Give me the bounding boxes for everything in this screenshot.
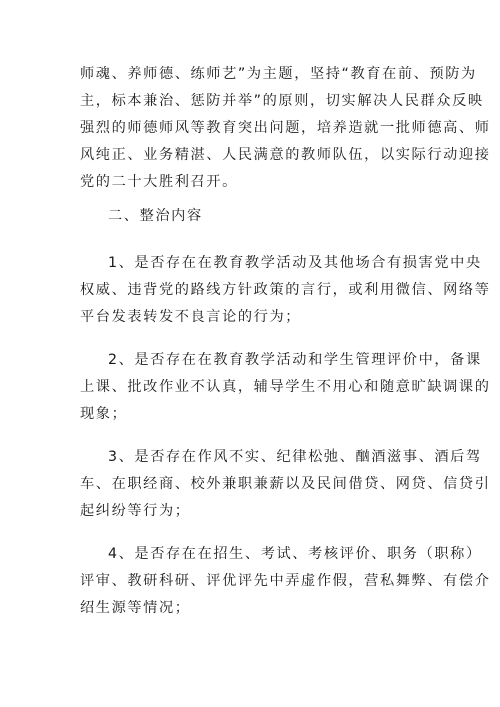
item-1-line-2: 权威、违背党的路线方针政策的言行，或利用微信、网络等: [80, 282, 491, 298]
intro-line-5: 党的二十大胜利召开。: [80, 174, 238, 190]
item-2-line-2: 上课、批改作业不认真，辅导学生不用心和随意旷缺调课的: [80, 379, 491, 395]
item-1-line-1: 1、是否存在在教育教学活动及其他场合有损害党中央: [108, 255, 482, 271]
item-3-line-3: 起纠纷等行为；: [80, 503, 191, 519]
item-4-line-3: 绍生源等情况；: [80, 600, 191, 616]
intro-line-1: 师魂、养师德、练师艺”为主题，坚持“教育在前、预防为: [80, 66, 477, 82]
item-3-line-2: 车、在职经商、校外兼职兼薪以及民间借贷、网贷、信贷引: [80, 476, 491, 492]
intro-line-3: 强烈的师德师风等教育突出问题，培养造就一批师德高、师: [80, 120, 491, 136]
section-heading: 二、整治内容: [108, 208, 203, 224]
item-2-line-1: 2、是否存在在教育教学活动和学生管理评价中，备课: [108, 352, 482, 368]
item-2-line-3: 现象；: [80, 406, 128, 422]
intro-line-4: 风纯正、业务精湛、人民满意的教师队伍，以实际行动迎接: [80, 147, 491, 163]
item-1-line-3: 平台发表转发不良言论的行为；: [80, 309, 302, 325]
item-3-line-1: 3、是否存在作风不实、纪律松弛、酗酒滋事、酒后驾: [108, 449, 482, 465]
item-4-line-1: 4、是否存在在招生、考试、考核评价、职务（职称）: [108, 546, 482, 562]
intro-line-2: 主，标本兼治、惩防并举”的原则，切实解决人民群众反映: [80, 93, 484, 109]
item-4-line-2: 评审、教研科研、评优评先中弄虚作假，营私舞弊、有偿介: [80, 573, 491, 589]
